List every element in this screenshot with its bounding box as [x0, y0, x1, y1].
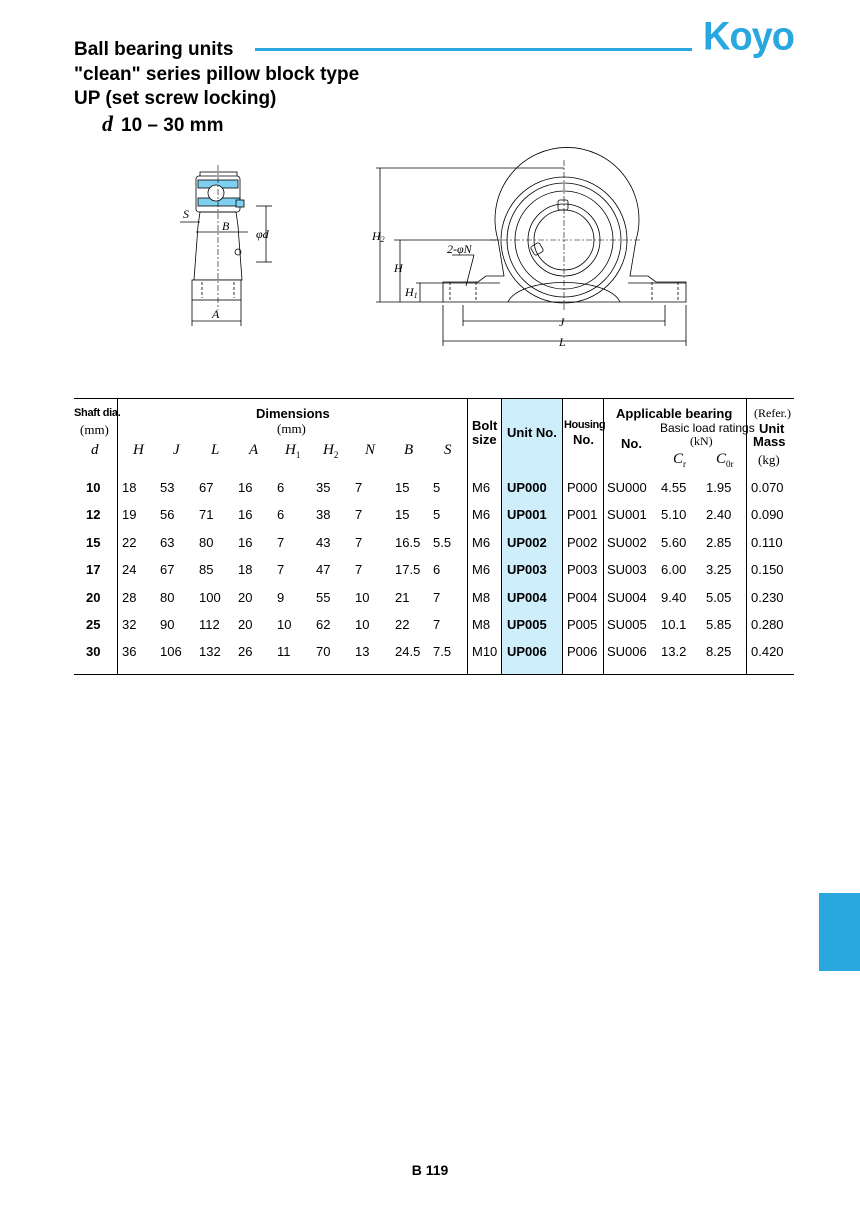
cell-h2: 55	[316, 589, 331, 605]
header-col-h2: $H_2$	[323, 442, 339, 460]
cell-c0r: 1.95	[706, 480, 732, 495]
cell-h2: 62	[316, 617, 331, 632]
cell-bolt: M10	[472, 644, 498, 660]
header-col-h: H	[133, 442, 144, 458]
cell-l: 132	[199, 644, 221, 660]
cell-h1: 7	[277, 534, 285, 550]
header-basic-load: Basic load ratings	[660, 421, 755, 435]
cell-unit: UP000	[507, 480, 547, 495]
cell-s: 6	[433, 562, 441, 578]
divider	[117, 399, 118, 674]
cell-c0r: 3.25	[706, 562, 732, 578]
cell-h: 32	[122, 617, 137, 632]
cell-n: 7	[355, 480, 363, 495]
cell-cr: 10.1	[661, 617, 687, 632]
koyo-logo: Koyo	[703, 14, 794, 60]
side-view	[180, 165, 272, 326]
cell-unit: UP001	[507, 507, 547, 523]
cell-h: 22	[122, 534, 137, 550]
cell-bearing: SU001	[607, 507, 647, 523]
cell-h1: 10	[277, 617, 292, 632]
cell-unit: UP002	[507, 534, 547, 550]
cell-housing: P001	[567, 507, 598, 523]
cell-mass: 0.090	[751, 507, 784, 523]
cell-unit: UP006	[507, 644, 547, 660]
header-col-s: S	[444, 442, 452, 458]
header-bolt: Bolt	[472, 418, 498, 433]
header-col-n: N	[365, 442, 376, 458]
cell-s: 5	[433, 507, 441, 523]
cell-cr: 9.40	[661, 589, 687, 605]
header-col-a: A	[249, 442, 259, 458]
cell-a: 20	[238, 617, 253, 632]
header-kg: (kg)	[758, 452, 780, 467]
label-d: φd	[256, 227, 269, 241]
header-refer: (Refer.)	[754, 406, 791, 420]
cell-a: 20	[238, 589, 253, 605]
header-dimensions-unit: (mm)	[277, 421, 306, 436]
cell-b: 15	[395, 507, 410, 523]
cell-h2: 47	[316, 562, 331, 578]
d-symbol: d	[102, 110, 113, 136]
header-col-h1: $H_1$	[285, 442, 301, 460]
label-h: H	[394, 261, 403, 275]
cell-j: 53	[160, 480, 175, 495]
cell-n: 10	[355, 617, 370, 632]
cell-h: 18	[122, 480, 137, 495]
cell-s: 5.5	[433, 534, 452, 550]
divider	[603, 399, 604, 674]
title-line-3: UP (set screw locking)	[74, 88, 277, 109]
cell-n: 7	[355, 507, 363, 523]
cell-l: 67	[199, 480, 214, 495]
cell-bearing: SU003	[607, 562, 647, 578]
cell-j: 63	[160, 534, 175, 550]
header-col-b: B	[404, 442, 414, 458]
cell-c0r: 2.40	[706, 507, 732, 523]
cell-housing: P003	[567, 562, 598, 578]
pillow-block-drawing	[0, 0, 860, 390]
cell-housing: P002	[567, 534, 598, 550]
cell-mass: 0.420	[751, 644, 784, 660]
cell-cr: 5.60	[661, 534, 687, 550]
cell-b: 21	[395, 589, 410, 605]
cell-c0r: 2.85	[706, 534, 732, 550]
header-cr: $C_r$	[673, 451, 687, 469]
cell-c0r: 5.05	[706, 589, 732, 605]
cell-s: 7.5	[433, 644, 452, 660]
label-h2: H2	[372, 229, 385, 244]
label-l: L	[559, 335, 566, 349]
page-number: B 119	[411, 1162, 449, 1178]
header-shaft-symbol: d	[91, 442, 99, 458]
cell-mass: 0.070	[751, 480, 784, 495]
cell-d: 30	[86, 644, 101, 660]
cell-d: 12	[86, 507, 101, 523]
cell-j: 80	[160, 589, 175, 605]
cell-s: 5	[433, 480, 441, 495]
cell-unit: UP004	[507, 589, 547, 605]
cell-bearing: SU004	[607, 589, 647, 605]
section-tab	[819, 893, 860, 971]
cell-bolt: M8	[472, 617, 491, 632]
table-top-rule	[74, 398, 794, 399]
cell-cr: 13.2	[661, 644, 687, 660]
cell-h2: 38	[316, 507, 331, 523]
cell-mass: 0.280	[751, 617, 784, 632]
cell-l: 85	[199, 562, 214, 578]
cell-bearing: SU006	[607, 644, 647, 660]
cell-d: 20	[86, 589, 101, 605]
label-s: S	[183, 207, 189, 221]
cell-housing: P004	[567, 589, 598, 605]
cell-j: 67	[160, 562, 175, 578]
cell-j: 90	[160, 617, 175, 632]
cell-b: 22	[395, 617, 410, 632]
cell-a: 18	[238, 562, 253, 578]
cell-mass: 0.110	[751, 534, 783, 550]
cell-cr: 4.55	[661, 480, 687, 495]
header-mass: Mass	[753, 434, 786, 449]
cell-h: 36	[122, 644, 137, 660]
header-bearing-no: No.	[621, 436, 642, 451]
label-j: J	[559, 315, 565, 329]
cell-s: 7	[433, 589, 441, 605]
header-unit: Unit	[759, 421, 785, 436]
cell-h1: 6	[277, 480, 285, 495]
cell-cr: 6.00	[661, 562, 687, 578]
cell-n: 7	[355, 534, 363, 550]
cell-h2: 70	[316, 644, 331, 660]
title-line-2: "clean" series pillow block type	[74, 63, 360, 85]
cell-h: 19	[122, 507, 137, 523]
cell-bearing: SU005	[607, 617, 647, 632]
cell-l: 112	[199, 617, 220, 632]
cell-bolt: M8	[472, 589, 491, 605]
header-col-l: L	[211, 442, 220, 458]
cell-s: 7	[433, 617, 441, 632]
cell-unit: UP003	[507, 562, 547, 578]
d-range: 10 – 30 mm	[121, 114, 224, 136]
cell-d: 17	[86, 562, 101, 578]
cell-bearing: SU000	[607, 480, 647, 495]
cell-bearing: SU002	[607, 534, 647, 550]
cell-unit: UP005	[507, 617, 547, 632]
cell-n: 7	[355, 562, 363, 578]
table-bottom-rule	[74, 674, 794, 675]
cell-j: 56	[160, 507, 175, 523]
divider	[501, 399, 502, 674]
header-c0r: $C_{0r}$	[716, 451, 734, 469]
header-size: size	[472, 432, 497, 447]
header-dimensions: Dimensions	[256, 406, 330, 421]
cell-h: 28	[122, 589, 137, 605]
cell-c0r: 5.85	[706, 617, 732, 632]
header-housing: Housing	[564, 419, 606, 431]
cell-b: 24.5	[395, 644, 421, 660]
cell-housing: P005	[567, 617, 598, 632]
label-h1: H1	[405, 285, 418, 300]
cell-a: 26	[238, 644, 253, 660]
cell-h1: 6	[277, 507, 285, 523]
cell-d: 15	[86, 534, 101, 550]
header-kn: (kN)	[690, 434, 713, 448]
cell-h1: 7	[277, 562, 285, 578]
cell-l: 80	[199, 534, 214, 550]
cell-bolt: M6	[472, 507, 491, 523]
cell-h: 24	[122, 562, 137, 578]
label-2n: 2-φN	[447, 242, 472, 256]
cell-bolt: M6	[472, 534, 491, 550]
title-line-1: Ball bearing units	[74, 39, 234, 60]
cell-cr: 5.10	[661, 507, 687, 523]
divider	[467, 399, 468, 674]
cell-j: 106	[160, 644, 182, 660]
cell-h2: 43	[316, 534, 331, 550]
cell-n: 13	[355, 644, 370, 660]
cell-n: 10	[355, 589, 370, 605]
divider	[562, 399, 563, 674]
cell-l: 100	[199, 589, 221, 605]
divider	[746, 399, 747, 674]
label-b: B	[222, 219, 230, 233]
cell-bolt: M6	[472, 562, 491, 578]
cell-a: 16	[238, 507, 253, 523]
header-housing-no: No.	[573, 432, 594, 447]
front-view	[376, 147, 686, 346]
cell-h1: 9	[277, 589, 285, 605]
header-unit-no: Unit No.	[507, 425, 557, 440]
cell-housing: P000	[567, 480, 598, 495]
cell-bolt: M6	[472, 480, 491, 495]
header-shaft-unit: (mm)	[80, 422, 109, 437]
cell-d: 25	[86, 617, 101, 632]
label-a: A	[212, 307, 220, 321]
cell-mass: 0.230	[751, 589, 784, 605]
cell-h2: 35	[316, 480, 331, 495]
cell-b: 16.5	[395, 534, 421, 550]
cell-b: 15	[395, 480, 410, 495]
cell-l: 71	[199, 507, 214, 523]
cell-a: 16	[238, 480, 253, 495]
cell-h1: 11	[277, 644, 291, 660]
cell-housing: P006	[567, 644, 598, 660]
cell-c0r: 8.25	[706, 644, 732, 660]
header-col-j: J	[173, 442, 180, 458]
cell-a: 16	[238, 534, 253, 550]
header-applicable-bearing: Applicable bearing	[616, 406, 733, 421]
header-shaft-dia: Shaft dia.	[74, 407, 121, 419]
cell-b: 17.5	[395, 562, 421, 578]
cell-mass: 0.150	[751, 562, 784, 578]
cell-d: 10	[86, 480, 101, 495]
